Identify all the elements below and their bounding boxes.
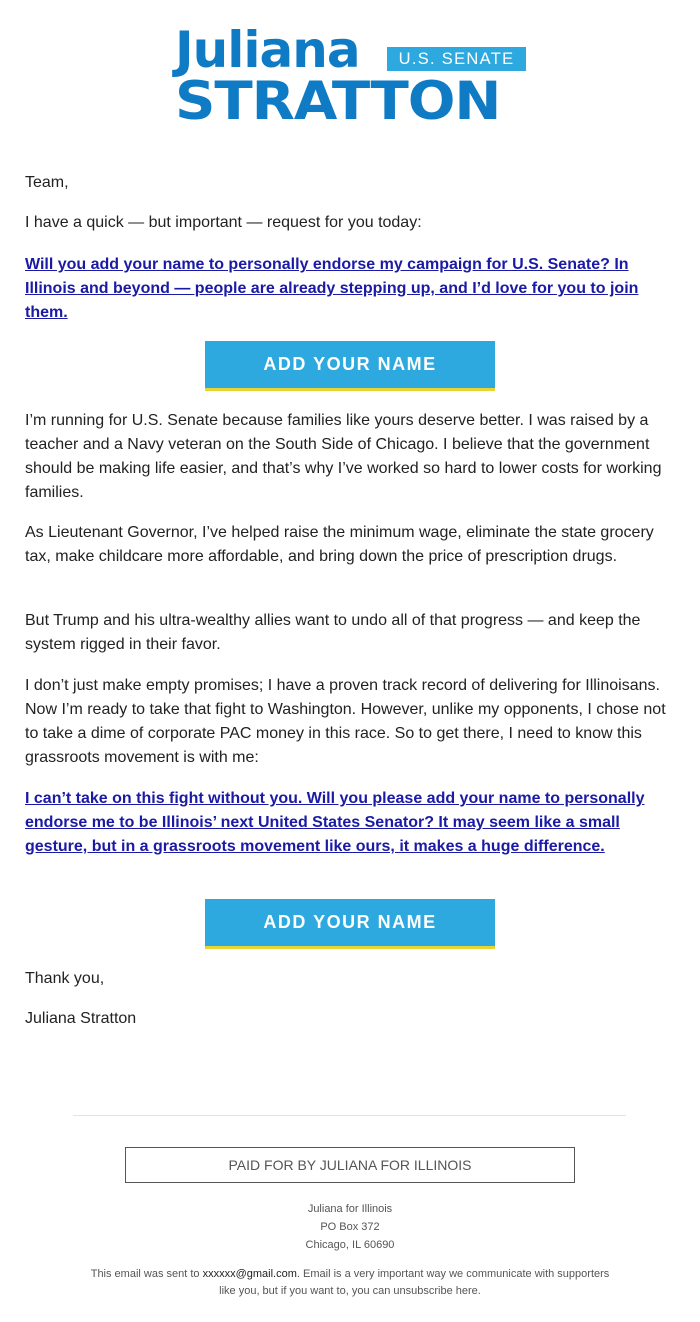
footer-divider xyxy=(73,1115,626,1116)
signature: Juliana Stratton xyxy=(25,1010,137,1027)
greeting: Team, xyxy=(25,174,69,191)
logo-first-name: Juliana xyxy=(175,21,360,79)
endorse-link-2[interactable]: I can’t take on this fight without you. Will you please add your name to personally endorse me to be Illinois’ next United States Senator? It may seem like a small gesture, but in a grassroots movement like ours, it makes a huge difference. xyxy=(25,790,645,855)
paid-for-disclaimer: PAID FOR BY JULIANA FOR ILLINOIS xyxy=(125,1147,575,1183)
logo-senate-badge: U.S. SENATE xyxy=(387,47,526,71)
campaign-logo xyxy=(175,21,527,132)
paragraph-trump: But Trump and his ultra-wealthy allies want to undo all of that progress — and keep the system rigged in their favor. xyxy=(25,612,641,653)
footer-org-name: Juliana for Illinois xyxy=(307,1203,393,1215)
add-your-name-button-1[interactable]: ADD YOUR NAME xyxy=(205,341,495,391)
footer-city: Chicago, IL 60690 xyxy=(305,1239,395,1251)
footer-sent-suffix[interactable]: . Email is a very important way we communicate with supporters like you, but if you want to, you can unsubscribe here. xyxy=(219,1268,610,1297)
footer-po-box: PO Box 372 xyxy=(320,1221,380,1233)
closing: Thank you, xyxy=(25,970,105,987)
logo-last-name: STRATTON xyxy=(175,71,501,132)
footer-sent-prefix: This email was sent to xyxy=(90,1268,203,1280)
paragraph-why-running: I’m running for U.S. Senate because families like yours deserve better. I was raised by a teacher and a Navy veteran on the South Side of Chicago. I believe that the government should be making life easier, and that’s why I’ve worked so hard to lower costs for working families. xyxy=(25,412,662,501)
paragraph-record: As Lieutenant Governor, I’ve helped raise the minimum wage, eliminate the state grocery tax, make childcare more affordable, and bring down the price of prescription drugs. xyxy=(25,524,654,565)
intro-text: I have a quick — but important — request for you today: xyxy=(25,214,422,231)
add-your-name-button-2[interactable]: ADD YOUR NAME xyxy=(205,899,495,949)
endorse-link-1[interactable]: Will you add your name to personally endorse my campaign for U.S. Senate? In Illinois and beyond — people are already stepping up, and I’d love for you to join them. xyxy=(25,256,639,321)
footer-notice xyxy=(90,1266,610,1300)
footer-recipient-email: xxxxxx@gmail.com xyxy=(202,1268,297,1280)
paragraph-grassroots: I don’t just make empty promises; I have a proven track record of delivering for Illinoisans. Now I’m ready to take that fight to Washington. However, unlike my opponents, I chose not to take a dime of corporate PAC money in this race. So to get there, I need to know this grassroots movement is with me: xyxy=(25,677,666,766)
